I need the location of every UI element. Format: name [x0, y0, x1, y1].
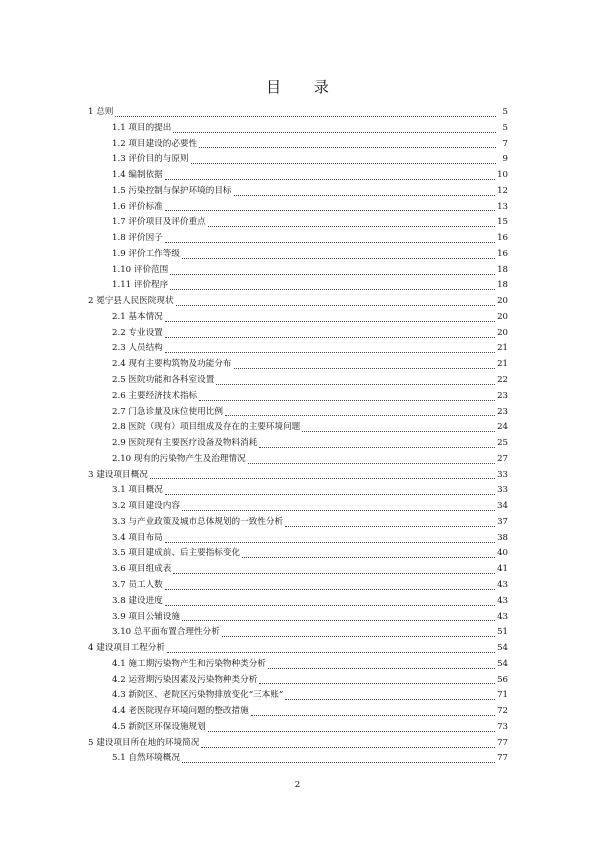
toc-entry-page-number: 23 — [497, 406, 508, 417]
toc-entry-title: 2.8 医院（现有）项目组成及存在的主要环境问题 — [112, 422, 301, 433]
toc-entry-title: 3.8 建设进度 — [112, 595, 163, 606]
toc-section-entry[interactable] — [88, 499, 508, 515]
toc-leader-dots — [208, 730, 495, 732]
toc-leader-dots — [199, 399, 495, 401]
toc-leader-dots — [225, 414, 495, 416]
toc-entry-page-number: 18 — [497, 280, 508, 291]
toc-entry-title: 4.5 新院区环保设施规划 — [112, 721, 206, 732]
toc-section-entry[interactable] — [88, 184, 508, 200]
toc-leader-dots — [173, 131, 496, 133]
toc-section-entry[interactable] — [88, 152, 508, 168]
toc-section-entry[interactable] — [88, 168, 508, 184]
toc-entry-title: 2.6 主要经济技术指标 — [112, 390, 198, 401]
toc-entry-title: 3.4 项目布局 — [112, 532, 163, 543]
toc-leader-dots — [242, 556, 495, 558]
toc-leader-dots — [173, 572, 495, 574]
toc-section-entry[interactable] — [88, 578, 508, 594]
toc-entry-page-number: 7 — [502, 138, 508, 149]
toc-leader-dots — [165, 351, 495, 353]
toc-section-entry[interactable] — [88, 657, 508, 673]
toc-leader-dots — [150, 477, 495, 479]
toc-leader-dots — [182, 509, 495, 511]
toc-entry-title: 3.2 项目建设内容 — [112, 501, 180, 512]
toc-entry-page-number: 20 — [497, 311, 508, 322]
toc-leader-dots — [201, 746, 495, 748]
toc-entry-page-number: 77 — [497, 753, 508, 764]
toc-section-entry[interactable] — [88, 546, 508, 562]
toc-entry-page-number: 71 — [497, 690, 508, 701]
toc-entry-title: 1.4 编制依据 — [112, 170, 163, 181]
table-of-contents — [88, 105, 508, 767]
toc-section-entry[interactable] — [88, 357, 508, 373]
toc-section-entry[interactable] — [88, 326, 508, 342]
toc-chapter-entry[interactable] — [88, 641, 508, 657]
toc-leader-dots — [165, 493, 495, 495]
toc-leader-dots — [165, 241, 495, 243]
page-number: 2 — [294, 780, 301, 790]
toc-entry-title: 2.10 现有的污染物产生及治理情况 — [112, 453, 246, 464]
toc-section-entry[interactable] — [88, 720, 508, 736]
toc-leader-dots — [182, 619, 495, 621]
toc-entry-title: 2.4 现有主要构筑物及功能分布 — [112, 359, 232, 370]
toc-entry-title: 4.4 老医院现存环境问题的整改措施 — [112, 706, 249, 717]
toc-section-entry[interactable] — [88, 436, 508, 452]
toc-leader-dots — [167, 651, 495, 653]
toc-leader-dots — [251, 714, 495, 716]
toc-leader-dots — [191, 162, 496, 164]
toc-entry-title: 3.6 项目组成表 — [112, 564, 172, 575]
toc-entry-title: 4 建设项目工程分析 — [88, 643, 165, 654]
toc-leader-dots — [165, 604, 495, 606]
toc-entry-title: 3.7 员工人数 — [112, 579, 163, 590]
toc-entry-title: 1.9 评价工作等级 — [112, 248, 180, 259]
toc-entry-title: 3.3 与产业政策及城市总体规划的一致性分析 — [112, 516, 284, 527]
toc-leader-dots — [165, 541, 495, 543]
toc-entry-page-number: 40 — [497, 548, 508, 559]
toc-section-entry[interactable] — [88, 704, 508, 720]
toc-section-entry[interactable] — [88, 263, 508, 279]
toc-entry-title: 2.2 专业设置 — [112, 327, 163, 338]
toc-entry-title: 1.1 项目的提出 — [112, 122, 172, 133]
toc-leader-dots — [165, 336, 495, 338]
toc-section-entry[interactable] — [88, 515, 508, 531]
toc-entry-page-number: 5 — [502, 107, 508, 117]
toc-entry-title: 2 冕宁县人民医院现状 — [88, 296, 174, 307]
toc-leader-dots — [208, 225, 495, 227]
toc-entry-title: 4.1 施工期污染物产生和污染物种类分析 — [112, 658, 266, 669]
toc-entry-page-number: 33 — [497, 469, 508, 480]
toc-entry-page-number: 15 — [497, 217, 508, 228]
toc-leader-dots — [268, 667, 495, 669]
toc-entry-page-number: 18 — [497, 264, 508, 275]
toc-section-entry[interactable] — [88, 310, 508, 326]
toc-section-entry[interactable] — [88, 420, 508, 436]
toc-section-entry[interactable] — [88, 625, 508, 641]
toc-entry-page-number: 34 — [497, 501, 508, 512]
toc-leader-dots — [234, 194, 496, 196]
toc-entry-page-number: 73 — [497, 721, 508, 732]
toc-entry-title: 1.5 污染控制与保护环境的目标 — [112, 185, 232, 196]
toc-entry-page-number: 21 — [497, 359, 508, 370]
toc-entry-title: 3.5 项目建成前、后主要指标变化 — [112, 548, 241, 559]
toc-leader-dots — [170, 273, 495, 275]
toc-section-entry[interactable] — [88, 673, 508, 689]
toc-section-entry[interactable] — [88, 278, 508, 294]
toc-entry-title: 4.2 运营期污染因素及污染物种类分析 — [112, 674, 258, 685]
toc-entry-title: 3.1 项目概况 — [112, 485, 163, 496]
toc-entry-page-number: 43 — [497, 611, 508, 622]
toc-entry-page-number: 22 — [497, 375, 508, 386]
toc-section-entry[interactable] — [88, 452, 508, 468]
toc-leader-dots — [234, 367, 496, 369]
toc-entry-title: 3.9 项目公辅设施 — [112, 611, 180, 622]
toc-leader-dots — [259, 682, 495, 684]
toc-section-entry[interactable] — [88, 688, 508, 704]
toc-entry-title: 1.10 评价范围 — [112, 264, 169, 275]
toc-leader-dots — [285, 525, 495, 527]
toc-entry-page-number: 20 — [497, 327, 508, 338]
toc-chapter-entry[interactable] — [88, 736, 508, 752]
toc-leader-dots — [248, 462, 495, 464]
toc-entry-page-number: 38 — [497, 532, 508, 543]
toc-entry-title: 1.6 评价标准 — [112, 201, 163, 212]
toc-entry-page-number: 72 — [497, 706, 508, 717]
toc-leader-dots — [182, 257, 495, 259]
toc-entry-page-number: 20 — [497, 296, 508, 307]
toc-entry-title: 1.2 项目建设的必要性 — [112, 138, 198, 149]
toc-section-entry[interactable] — [88, 531, 508, 547]
toc-entry-title: 4.3 新院区、老院区污染物排放变化“三本账” — [112, 690, 284, 701]
toc-entry-page-number: 16 — [497, 233, 508, 244]
toc-section-entry[interactable] — [88, 200, 508, 216]
toc-leader-dots — [259, 446, 495, 448]
toc-leader-dots — [176, 304, 496, 306]
toc-section-entry[interactable] — [88, 751, 508, 767]
toc-entry-page-number: 54 — [497, 658, 508, 669]
toc-entry-page-number: 16 — [497, 248, 508, 259]
toc-entry-title: 2.7 门急诊量及床位使用比例 — [112, 406, 223, 417]
toc-entry-page-number: 23 — [497, 390, 508, 401]
toc-entry-title: 1.7 评价项目及评价重点 — [112, 217, 206, 228]
toc-leader-dots — [170, 288, 495, 290]
toc-chapter-entry[interactable] — [88, 105, 508, 121]
toc-entry-page-number: 27 — [497, 453, 508, 464]
toc-section-entry[interactable] — [88, 137, 508, 153]
toc-entry-page-number: 25 — [497, 438, 508, 449]
toc-leader-dots — [222, 635, 495, 637]
toc-leader-dots — [165, 178, 495, 180]
toc-entry-page-number: 24 — [497, 422, 508, 433]
toc-entry-title: 3.10 总平面布置合理性分析 — [112, 627, 220, 638]
toc-section-entry[interactable] — [88, 594, 508, 610]
toc-chapter-entry[interactable] — [88, 468, 508, 484]
toc-leader-dots — [199, 146, 496, 148]
toc-leader-dots — [165, 320, 495, 322]
toc-entry-page-number: 21 — [497, 343, 508, 354]
toc-section-entry[interactable] — [88, 483, 508, 499]
toc-entry-page-number: 54 — [497, 643, 508, 654]
toc-leader-dots — [165, 588, 495, 590]
toc-entry-page-number: 9 — [502, 154, 508, 165]
toc-leader-dots — [285, 698, 495, 700]
toc-section-entry[interactable] — [88, 247, 508, 263]
toc-section-entry[interactable] — [88, 121, 508, 137]
toc-entry-page-number: 12 — [497, 185, 508, 196]
toc-section-entry[interactable] — [88, 373, 508, 389]
toc-section-entry[interactable] — [88, 341, 508, 357]
toc-entry-title: 2.3 人员结构 — [112, 343, 163, 354]
toc-entry-page-number: 43 — [497, 579, 508, 590]
toc-section-entry[interactable] — [88, 562, 508, 578]
toc-entry-page-number: 10 — [497, 170, 508, 181]
toc-leader-dots — [302, 430, 495, 432]
toc-entry-page-number: 5 — [502, 122, 508, 133]
toc-section-entry[interactable] — [88, 215, 508, 231]
toc-entry-page-number: 77 — [497, 737, 508, 748]
toc-leader-dots — [115, 115, 496, 117]
toc-entry-page-number: 37 — [497, 516, 508, 527]
toc-leader-dots — [216, 383, 495, 385]
toc-entry-title: 5.1 自然环境概况 — [112, 753, 180, 764]
toc-section-entry[interactable] — [88, 231, 508, 247]
toc-entry-title: 1 总则 — [88, 107, 114, 117]
toc-entry-title: 5 建设项目所在地的环境简况 — [88, 737, 200, 748]
toc-entry-title: 3 建设项目概况 — [88, 469, 148, 480]
toc-entry-title: 2.5 医院功能和各科室设置 — [112, 375, 215, 386]
toc-entry-page-number: 13 — [497, 201, 508, 212]
toc-entry-title: 2.9 医院现有主要医疗设备及物料消耗 — [112, 438, 258, 449]
toc-section-entry[interactable] — [88, 610, 508, 626]
toc-chapter-entry[interactable] — [88, 294, 508, 310]
toc-entry-page-number: 33 — [497, 485, 508, 496]
toc-entry-page-number: 43 — [497, 595, 508, 606]
toc-entry-page-number: 56 — [497, 674, 508, 685]
toc-leader-dots — [165, 209, 495, 211]
toc-entry-page-number: 41 — [497, 564, 508, 575]
toc-section-entry[interactable] — [88, 389, 508, 405]
toc-entry-page-number: 51 — [497, 627, 508, 638]
toc-entry-title: 1.8 评价因子 — [112, 233, 163, 244]
toc-entry-title: 1.11 评价程序 — [112, 280, 169, 291]
toc-entry-title: 2.1 基本情况 — [112, 311, 163, 322]
toc-section-entry[interactable] — [88, 405, 508, 421]
toc-entry-title: 1.3 评价目的与原则 — [112, 154, 189, 165]
toc-leader-dots — [182, 761, 495, 763]
page-title: 目 录 — [266, 78, 343, 96]
